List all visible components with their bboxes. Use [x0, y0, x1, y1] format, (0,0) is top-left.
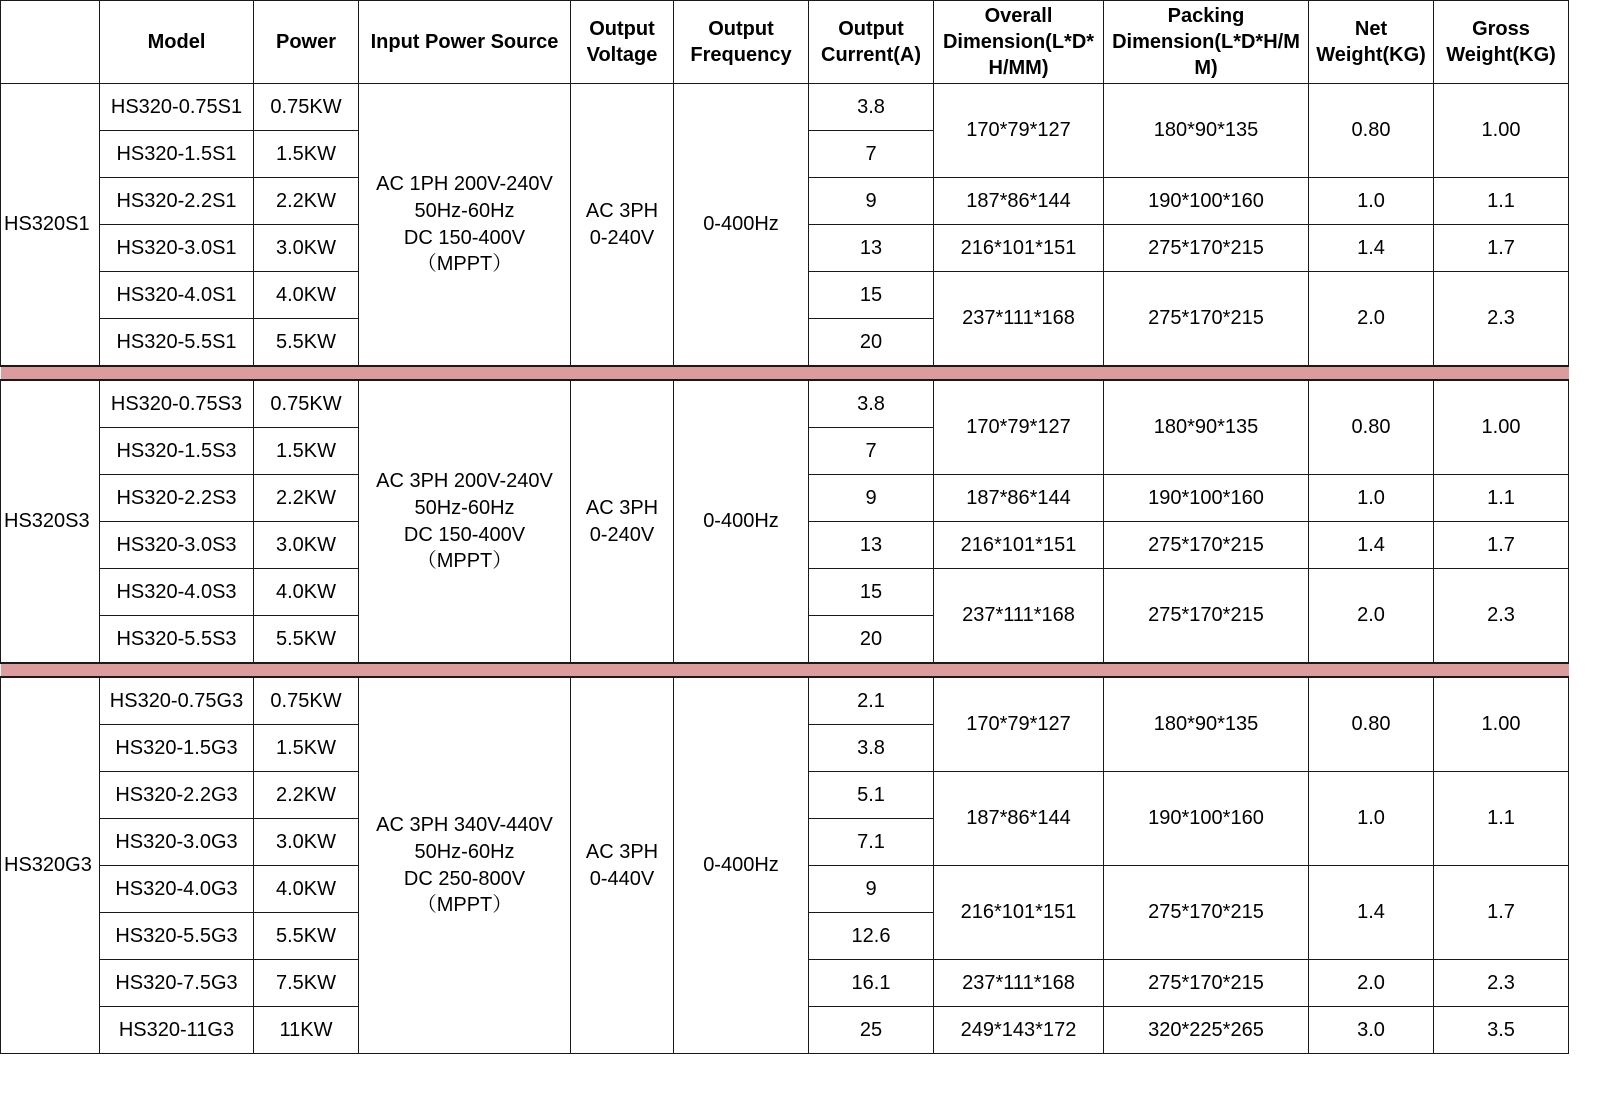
gross-weight-cell: 2.3: [1434, 272, 1569, 367]
gross-weight-cell: 2.3: [1434, 569, 1569, 664]
model-cell: HS320-2.2G3: [100, 772, 254, 819]
group-separator-bar: [1, 663, 1569, 677]
input-power-source-cell: [359, 84, 571, 367]
input-power-source-cell: [359, 677, 571, 1054]
input-power-source-cell-line: AC 3PH 340V-440V: [376, 813, 553, 836]
output-current-cell: 16.1: [809, 960, 934, 1007]
overall-dimension-cell: 170*79*127: [934, 677, 1104, 772]
packing-dimension-cell: 275*170*215: [1104, 866, 1309, 960]
model-cell: HS320-3.0S3: [100, 522, 254, 569]
net-weight-cell: 1.0: [1309, 178, 1434, 225]
header-overall-dimension: [934, 1, 1104, 84]
power-cell: 1.5KW: [254, 428, 359, 475]
input-power-source-cell-line: （MPPT）: [416, 894, 513, 917]
model-family: HS320S1: [1, 84, 100, 367]
power-cell: 5.5KW: [254, 913, 359, 960]
output-current-cell: 13: [809, 522, 934, 569]
packing-dimension-cell: 190*100*160: [1104, 772, 1309, 866]
header-output-current-line: Output: [838, 18, 904, 40]
power-cell: 5.5KW: [254, 319, 359, 367]
header-overall-dimension-line: H/MM): [988, 57, 1049, 79]
overall-dimension-cell: 187*86*144: [934, 475, 1104, 522]
net-weight-cell: 1.0: [1309, 475, 1434, 522]
input-power-source-cell-line: AC 1PH 200V-240V: [376, 172, 553, 195]
net-weight-cell: 1.4: [1309, 522, 1434, 569]
gross-weight-cell: 2.3: [1434, 960, 1569, 1007]
packing-dimension-cell: 180*90*135: [1104, 677, 1309, 772]
gross-weight-cell: 1.1: [1434, 772, 1569, 866]
model-cell: HS320-4.0S1: [100, 272, 254, 319]
input-power-source-cell-line: 50Hz-60Hz: [414, 199, 515, 222]
power-cell: 2.2KW: [254, 772, 359, 819]
power-cell: 4.0KW: [254, 866, 359, 913]
header-output-current: [809, 1, 934, 84]
header-output-voltage-line: Output: [589, 18, 655, 40]
table-row: [1, 84, 1569, 131]
output-current-cell: 5.1: [809, 772, 934, 819]
output-current-cell: 3.8: [809, 380, 934, 428]
model-cell: HS320-2.2S1: [100, 178, 254, 225]
header-net-weight-line: Weight(KG): [1316, 44, 1426, 66]
net-weight-cell: 0.80: [1309, 677, 1434, 772]
group-separator: [1, 366, 1569, 380]
header-power: Power: [254, 1, 359, 84]
overall-dimension-cell: 249*143*172: [934, 1007, 1104, 1054]
power-cell: 4.0KW: [254, 272, 359, 319]
output-current-cell: 7: [809, 428, 934, 475]
output-current-cell: 9: [809, 866, 934, 913]
header-gross-weight-line: Weight(KG): [1446, 44, 1556, 66]
net-weight-cell: 3.0: [1309, 1007, 1434, 1054]
output-voltage-cell-line: AC 3PH: [585, 199, 659, 222]
model-cell: HS320-5.5S3: [100, 616, 254, 664]
overall-dimension-cell: 216*101*151: [934, 522, 1104, 569]
output-voltage-cell: [571, 380, 674, 663]
header-row: [1, 1, 1569, 84]
header-overall-dimension-line: Overall: [984, 5, 1053, 27]
output-current-cell: 25: [809, 1007, 934, 1054]
model-cell: HS320-5.5G3: [100, 913, 254, 960]
model-cell: HS320-2.2S3: [100, 475, 254, 522]
overall-dimension-cell: 170*79*127: [934, 84, 1104, 178]
overall-dimension-cell: 237*111*168: [934, 960, 1104, 1007]
header-output-voltage-line: Voltage: [586, 44, 658, 66]
model-cell: HS320-11G3: [100, 1007, 254, 1054]
header-output-frequency: [674, 1, 809, 84]
input-power-source-cell-line: DC 150-400V: [403, 523, 526, 546]
input-power-source-cell: [359, 380, 571, 663]
header-gross-weight: [1434, 1, 1569, 84]
output-current-cell: 13: [809, 225, 934, 272]
power-cell: 2.2KW: [254, 475, 359, 522]
net-weight-cell: 2.0: [1309, 960, 1434, 1007]
packing-dimension-cell: 275*170*215: [1104, 569, 1309, 664]
overall-dimension-cell: 187*86*144: [934, 772, 1104, 866]
input-power-source-cell-line: AC 3PH 200V-240V: [376, 469, 553, 492]
table-row: [1, 380, 1569, 428]
gross-weight-cell: 1.7: [1434, 225, 1569, 272]
output-current-cell: 7: [809, 131, 934, 178]
power-cell: 3.0KW: [254, 819, 359, 866]
packing-dimension-cell: 275*170*215: [1104, 225, 1309, 272]
gross-weight-cell: 1.00: [1434, 380, 1569, 475]
model-cell: HS320-0.75S1: [100, 84, 254, 131]
output-current-cell: 2.1: [809, 677, 934, 725]
model-cell: HS320-5.5S1: [100, 319, 254, 367]
packing-dimension-cell: 180*90*135: [1104, 84, 1309, 178]
power-cell: 2.2KW: [254, 178, 359, 225]
packing-dimension-cell: 180*90*135: [1104, 380, 1309, 475]
packing-dimension-cell: 275*170*215: [1104, 522, 1309, 569]
power-cell: 4.0KW: [254, 569, 359, 616]
input-power-source-cell-line: DC 150-400V: [403, 226, 526, 249]
model-cell: HS320-0.75G3: [100, 677, 254, 725]
model-cell: HS320-1.5S1: [100, 131, 254, 178]
packing-dimension-cell: 275*170*215: [1104, 272, 1309, 367]
header-gross-weight-line: Gross: [1472, 18, 1530, 40]
overall-dimension-cell: 216*101*151: [934, 866, 1104, 960]
output-frequency-cell: 0-400Hz: [674, 380, 809, 663]
input-power-source-cell-line: （MPPT）: [416, 550, 513, 573]
output-voltage-cell-line: AC 3PH: [585, 840, 659, 863]
input-power-source-cell-line: 50Hz-60Hz: [414, 840, 515, 863]
header-output-frequency-line: Frequency: [690, 44, 792, 66]
gross-weight-cell: 3.5: [1434, 1007, 1569, 1054]
output-current-cell: 3.8: [809, 84, 934, 131]
output-current-cell: 15: [809, 272, 934, 319]
model-cell: HS320-7.5G3: [100, 960, 254, 1007]
overall-dimension-cell: 237*111*168: [934, 272, 1104, 367]
output-voltage-cell: [571, 84, 674, 367]
table-row: [1, 677, 1569, 725]
model-cell: HS320-4.0G3: [100, 866, 254, 913]
overall-dimension-cell: 237*111*168: [934, 569, 1104, 664]
header-packing-dimension-line: Dimension(L*D*H/M: [1112, 31, 1300, 53]
output-current-cell: 20: [809, 319, 934, 367]
header-net-weight: [1309, 1, 1434, 84]
model-cell: HS320-3.0G3: [100, 819, 254, 866]
power-cell: 3.0KW: [254, 225, 359, 272]
overall-dimension-cell: 216*101*151: [934, 225, 1104, 272]
group-separator: [1, 663, 1569, 677]
overall-dimension-cell: 187*86*144: [934, 178, 1104, 225]
packing-dimension-cell: 190*100*160: [1104, 475, 1309, 522]
output-frequency-cell: 0-400Hz: [674, 677, 809, 1054]
gross-weight-cell: 1.7: [1434, 522, 1569, 569]
header-model: Model: [100, 1, 254, 84]
gross-weight-cell: 1.1: [1434, 178, 1569, 225]
output-voltage-cell-line: 0-240V: [589, 226, 655, 249]
output-frequency-cell: 0-400Hz: [674, 84, 809, 367]
output-current-cell: 9: [809, 475, 934, 522]
power-cell: 1.5KW: [254, 131, 359, 178]
output-current-cell: 9: [809, 178, 934, 225]
group-separator-bar: [1, 366, 1569, 380]
gross-weight-cell: 1.7: [1434, 866, 1569, 960]
header-input-power-source: Input Power Source: [359, 1, 571, 84]
header-blank-cell: [1, 1, 100, 84]
gross-weight-cell: 1.00: [1434, 677, 1569, 772]
output-current-cell: 20: [809, 616, 934, 664]
gross-weight-cell: 1.1: [1434, 475, 1569, 522]
header-output-current-line: Current(A): [821, 44, 921, 66]
power-cell: 7.5KW: [254, 960, 359, 1007]
packing-dimension-cell: 275*170*215: [1104, 960, 1309, 1007]
header-packing-dimension-line: Packing: [1167, 5, 1245, 27]
output-current-cell: 15: [809, 569, 934, 616]
output-voltage-cell: [571, 677, 674, 1054]
net-weight-cell: 0.80: [1309, 380, 1434, 475]
net-weight-cell: 2.0: [1309, 569, 1434, 664]
power-cell: 1.5KW: [254, 725, 359, 772]
power-cell: 0.75KW: [254, 380, 359, 428]
model-family: HS320S3: [1, 380, 100, 663]
header-output-frequency-line: Output: [708, 18, 774, 40]
header-net-weight-line: Net: [1354, 18, 1388, 40]
header-packing-dimension-line: M): [1194, 57, 1218, 79]
net-weight-cell: 1.4: [1309, 866, 1434, 960]
input-power-source-cell-line: 50Hz-60Hz: [414, 496, 515, 519]
net-weight-cell: 2.0: [1309, 272, 1434, 367]
overall-dimension-cell: 170*79*127: [934, 380, 1104, 475]
model-cell: HS320-4.0S3: [100, 569, 254, 616]
output-voltage-cell-line: 0-240V: [589, 523, 655, 546]
input-power-source-cell-line: （MPPT）: [416, 253, 513, 276]
output-voltage-cell-line: 0-440V: [589, 867, 655, 890]
net-weight-cell: 1.0: [1309, 772, 1434, 866]
header-packing-dimension: [1104, 1, 1309, 84]
power-cell: 0.75KW: [254, 84, 359, 131]
model-cell: HS320-1.5S3: [100, 428, 254, 475]
gross-weight-cell: 1.00: [1434, 84, 1569, 178]
output-current-cell: 12.6: [809, 913, 934, 960]
output-current-cell: 7.1: [809, 819, 934, 866]
model-cell: HS320-3.0S1: [100, 225, 254, 272]
header-overall-dimension-line: Dimension(L*D*: [942, 31, 1095, 53]
packing-dimension-cell: 320*225*265: [1104, 1007, 1309, 1054]
power-cell: 5.5KW: [254, 616, 359, 664]
power-cell: 3.0KW: [254, 522, 359, 569]
output-voltage-cell-line: AC 3PH: [585, 496, 659, 519]
model-cell: HS320-1.5G3: [100, 725, 254, 772]
input-power-source-cell-line: DC 250-800V: [403, 867, 526, 890]
model-cell: HS320-0.75S3: [100, 380, 254, 428]
power-cell: 11KW: [254, 1007, 359, 1054]
power-cell: 0.75KW: [254, 677, 359, 725]
net-weight-cell: 0.80: [1309, 84, 1434, 178]
output-current-cell: 3.8: [809, 725, 934, 772]
header-output-voltage: [571, 1, 674, 84]
net-weight-cell: 1.4: [1309, 225, 1434, 272]
packing-dimension-cell: 190*100*160: [1104, 178, 1309, 225]
model-family: HS320G3: [1, 677, 100, 1054]
